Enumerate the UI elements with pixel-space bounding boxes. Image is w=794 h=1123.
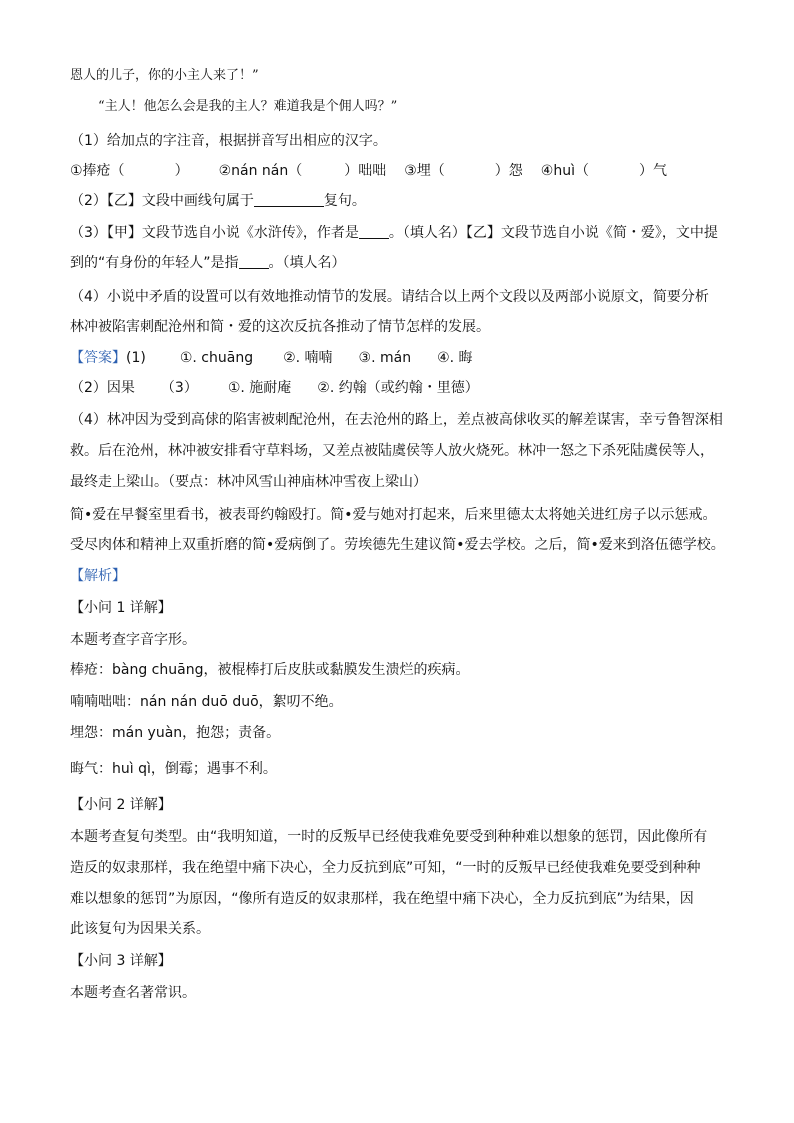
- answer-text: (1): [126, 350, 146, 366]
- analysis-label: 【解析】: [70, 568, 126, 584]
- answer-label: 【答案】: [70, 350, 126, 366]
- analysis-text: 晦气：huì qì，倒霉；遇事不利。: [70, 761, 277, 777]
- answer-text: （3）: [160, 380, 198, 396]
- answer-blank: [254, 192, 324, 207]
- answer-paragraph: 简•爱在早餐室里看书，被表哥约翰殴打。简•爱与她对打起来，后来里德太太将她关进红房子以示惩戒。: [70, 507, 717, 523]
- analysis-text: 本题考查字音字形。: [70, 632, 196, 648]
- question-2: [70, 191, 730, 211]
- item-text: ）: [174, 163, 189, 179]
- question-3-cont: [70, 253, 730, 273]
- analysis-text: 本题考查复句类型。由“我明知道，一时的反叛早已经使我难免要受到种种难以想象的惩罚，因此像所有: [70, 829, 708, 845]
- answer-blank: [359, 224, 389, 239]
- answer-text: ①. chuāng: [179, 350, 254, 366]
- analysis-text: 喃喃咄咄：nán nán duō duō，絮叨不绝。: [70, 694, 343, 710]
- answer-paragraph: 受尽肉体和精神上双重折磨的简•爱病倒了。劳埃德先生建议简•爱去学校。之后，简•爱来到洛伍德学校。: [70, 537, 725, 553]
- section-heading: 【小问 3 详解】: [70, 953, 172, 969]
- item-text: ③埋（: [404, 163, 445, 179]
- question-3: [70, 223, 730, 243]
- passage-line: “主人！他怎么会是我的主人？难道我是个佣人吗？”: [98, 99, 398, 114]
- analysis-text: 埋怨：mán yuàn，抱怨；责备。: [70, 725, 281, 741]
- answer-blank: [239, 254, 269, 269]
- analysis-text: 难以想象的惩罚”为原因，“像所有造反的奴隶那样，我在绝望中痛下决心，全力反抗到底”为结果，因: [70, 891, 694, 907]
- question-1-items: [70, 161, 730, 181]
- question-1: （1）给加点的字注音，根据拼音写出相应的汉字。: [70, 133, 387, 149]
- passage-line: 恩人的儿子，你的小主人来了！”: [70, 68, 259, 83]
- answer-line-1: [70, 348, 730, 368]
- item-text: ①捧疮（: [70, 163, 125, 179]
- section-heading: 【小问 1 详解】: [70, 600, 172, 616]
- analysis-text: 棒疮：bàng chuāng，被棍棒打后皮肤或黏膜发生溃烂的疾病。: [70, 662, 470, 678]
- answer-paragraph: 救。后在沧州，林冲被安排看守草料场，又差点被陆虞侯等人放火烧死。林冲一怒之下杀死陆虞侯等人，: [70, 443, 714, 459]
- question-text: （3）【甲】文段节选自小说《水浒传》，作者是: [70, 225, 359, 241]
- answer-text: ③. mán: [358, 350, 412, 366]
- question-text: 到的“有身份的年轻人”是指: [70, 255, 239, 271]
- answer-text: ④. 晦: [437, 350, 473, 366]
- analysis-text: 此该复句为因果关系。: [70, 921, 210, 937]
- answer-text: ②. 约翰（或约翰・里德）: [317, 380, 479, 396]
- answer-text: ②. 喃喃: [283, 350, 333, 366]
- section-heading: 【小问 2 详解】: [70, 797, 172, 813]
- answer-text: （2）因果: [70, 380, 135, 396]
- question-4: （4）小说中矛盾的设置可以有效地推动情节的发展。请结合以上两个文段以及两部小说原文，简要分析: [70, 289, 709, 305]
- question-text: （2）【乙】文段中画线句属于: [70, 193, 254, 209]
- answer-paragraph: 最终走上梁山。（要点：林冲风雪山神庙林冲雪夜上梁山）: [70, 474, 427, 490]
- analysis-text: 本题考查名著常识。: [70, 985, 196, 1001]
- question-text: 。（填人名）: [268, 255, 346, 271]
- item-text: ④huì（: [540, 163, 589, 179]
- answer-text: ①. 施耐庵: [227, 380, 292, 396]
- question-text: 。（填人名）【乙】文段节选自小说《简・爱》，文中提: [388, 225, 718, 241]
- answer-line-2: [70, 378, 730, 398]
- item-text: ）咄咄: [344, 163, 387, 179]
- item-text: ）气: [638, 163, 667, 179]
- question-text: 复句。: [323, 193, 366, 209]
- analysis-text: 造反的奴隶那样，我在绝望中痛下决心，全力反抗到底”可知，“一时的反叛早已经使我难免要受到种种: [70, 860, 701, 876]
- item-text: ）怨: [494, 163, 523, 179]
- item-text: ②nán nán（: [218, 163, 303, 179]
- question-4-cont: 林冲被陷害刺配沧州和简・爱的这次反抗各推动了情节怎样的发展。: [70, 319, 490, 335]
- answer-paragraph: （4）林冲因为受到高俅的陷害被刺配沧州，在去沧州的路上，差点被高俅收买的解差谋害，幸亏鲁智深相: [70, 412, 723, 428]
